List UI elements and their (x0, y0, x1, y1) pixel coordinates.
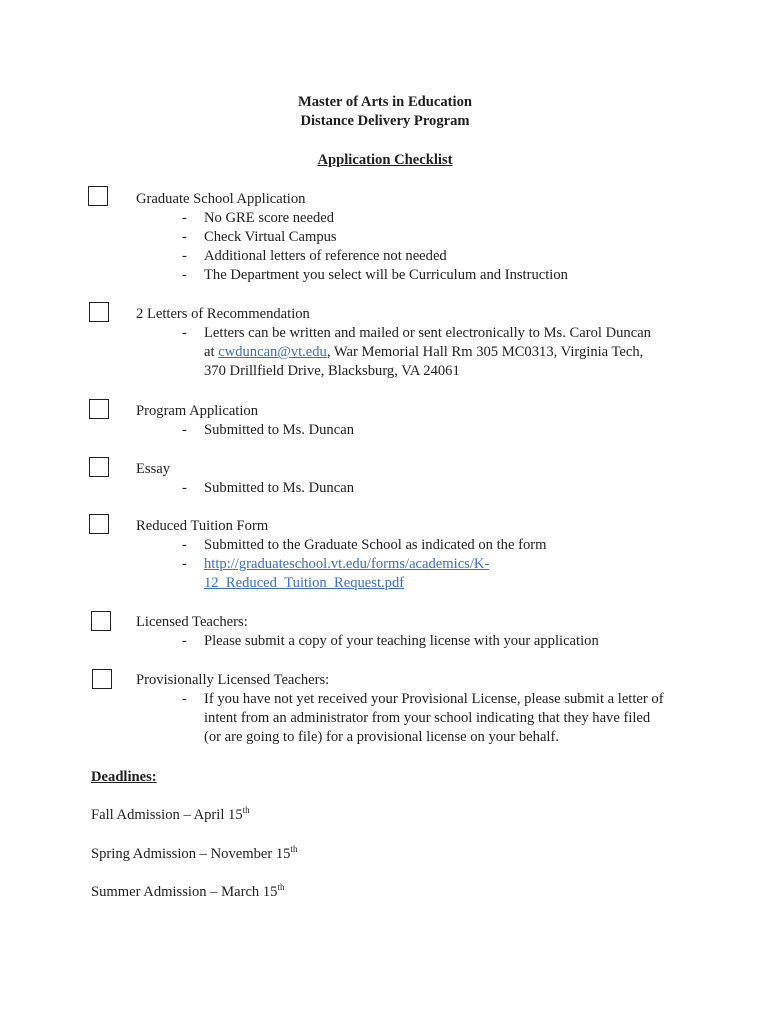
bullet-dash: - (182, 633, 187, 649)
bullet-text-continued (204, 343, 643, 362)
bullet-text: Letters can be written and mailed or sent electronically to Ms. Carol Duncan (204, 325, 651, 341)
bullet-dash: - (182, 210, 187, 226)
bullet-text: The Department you select will be Curriculum and Instruction (204, 267, 568, 283)
bullet-dash: - (182, 267, 187, 283)
item-title-provisionally-licensed-teachers: Provisionally Licensed Teachers: (136, 672, 330, 688)
deadline-text: Fall Admission – April 15 (91, 807, 243, 823)
bullet-dash: - (182, 248, 187, 264)
deadline-fall (91, 806, 250, 825)
checkbox-licensed-teachers[interactable] (91, 611, 111, 631)
bullet-text: Submitted to Ms. Duncan (204, 480, 354, 496)
program-subtitle: Distance Delivery Program (300, 113, 470, 129)
bullet-text-continued: intent from an administrator from your school indicating that they have filed (204, 710, 651, 726)
bullet-dash: - (182, 325, 187, 341)
checkbox-program-application[interactable] (89, 399, 109, 419)
bullet-text: Submitted to the Graduate School as indicated on the form (204, 537, 547, 553)
item-title-reduced-tuition-form: Reduced Tuition Form (136, 518, 269, 534)
bullet-text: Additional letters of reference not needed (204, 248, 447, 264)
bullet-text-continued: 370 Drillfield Drive, Blacksburg, VA 24061 (204, 363, 460, 379)
bullet-dash: - (182, 691, 187, 707)
bullet-text: Submitted to Ms. Duncan (204, 422, 354, 438)
program-title: Master of Arts in Education (297, 94, 473, 110)
item-title-essay: Essay (136, 461, 171, 477)
text-fragment: , War Memorial Hall Rm 305 MC0313, Virginia Tech, (326, 344, 644, 360)
ordinal-suffix: th (277, 882, 285, 893)
deadline-summer (91, 883, 285, 902)
ordinal-suffix: th (290, 844, 298, 855)
deadline-spring (91, 845, 297, 864)
bullet-dash: - (182, 422, 187, 438)
ordinal-suffix: th (242, 805, 250, 816)
bullet-dash: - (182, 556, 187, 572)
deadline-text: Spring Admission – November 15 (91, 846, 291, 862)
item-title-graduate-school-application: Graduate School Application (136, 191, 306, 207)
item-title-program-application: Program Application (136, 403, 259, 419)
tuition-form-link[interactable]: http://graduateschool.vt.edu/forms/academics/K- (204, 556, 490, 572)
bullet-text-continued: (or are going to file) for a provisional license on your behalf. (204, 729, 559, 745)
bullet-dash: - (182, 537, 187, 553)
item-title-letters-of-recommendation: 2 Letters of Recommendation (136, 306, 310, 322)
bullet-text: If you have not yet received your Provisional License, please submit a letter of (204, 691, 664, 707)
bullet-dash: - (182, 229, 187, 245)
checkbox-essay[interactable] (89, 457, 109, 477)
bullet-text: No GRE score needed (204, 210, 335, 226)
checkbox-provisionally-licensed-teachers[interactable] (92, 669, 112, 689)
deadline-text: Summer Admission – March 15 (91, 884, 278, 900)
text-fragment: at (204, 344, 219, 360)
item-title-licensed-teachers: Licensed Teachers: (136, 614, 248, 630)
email-link[interactable]: cwduncan@vt.edu (218, 344, 327, 360)
bullet-dash: - (182, 480, 187, 496)
bullet-text: Please submit a copy of your teaching license with your application (204, 633, 599, 649)
checklist-title: Application Checklist (317, 152, 453, 168)
checkbox-graduate-school-application[interactable] (88, 186, 108, 206)
bullet-text: Check Virtual Campus (204, 229, 337, 245)
checkbox-letters-of-recommendation[interactable] (89, 302, 109, 322)
tuition-form-link-continued[interactable]: 12_Reduced_Tuition_Request.pdf (204, 575, 405, 591)
deadlines-heading: Deadlines: (91, 769, 157, 785)
checkbox-reduced-tuition-form[interactable] (89, 514, 109, 534)
